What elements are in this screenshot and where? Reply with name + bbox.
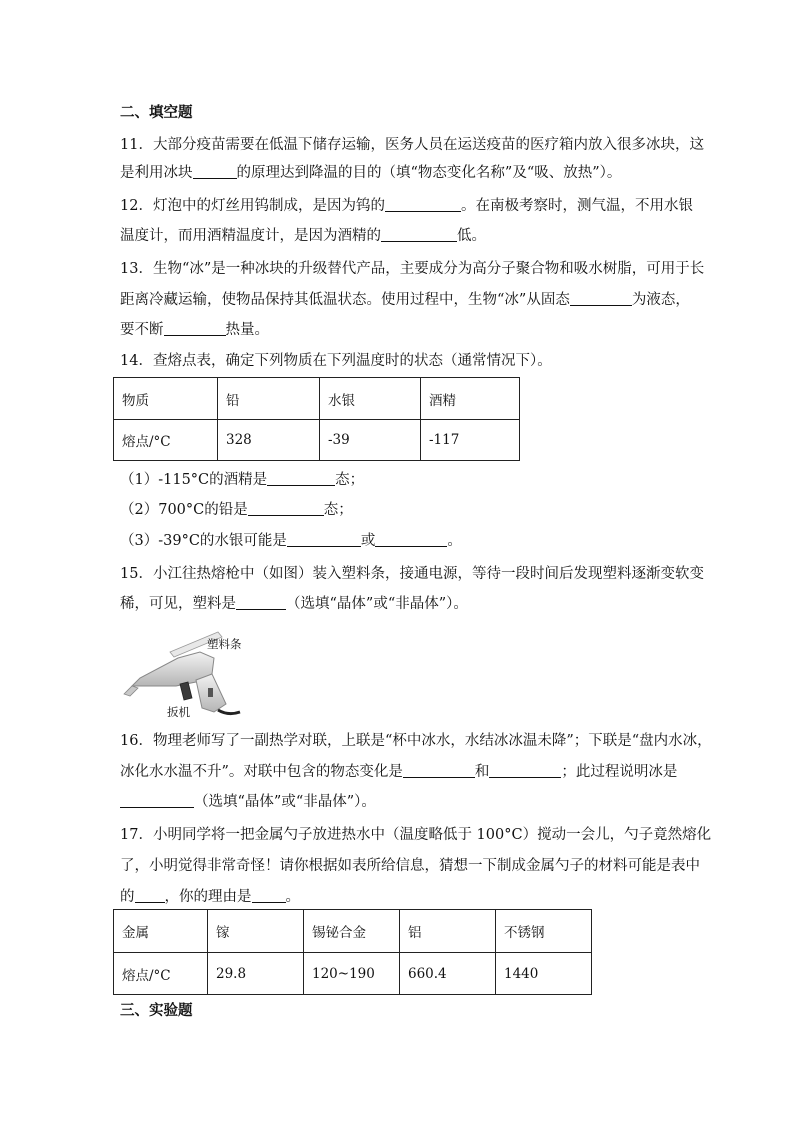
q13-text-b: 为液态， (631, 292, 690, 308)
q12-line-1 (120, 196, 693, 216)
q13-line-1: 13．生物“冰”是一种冰块的升级替代产品，主要成分为高分子聚合物和吸水树脂，可用于长 (120, 261, 705, 277)
q12-answer-blank-2[interactable] (381, 226, 457, 242)
q17-answer-blank-1[interactable] (135, 887, 165, 903)
q14-part-3 (120, 531, 462, 551)
q15-line-1: 15．小江往热熔枪中（如图）装入塑料条，接通电源，等待一段时间后发现塑料逐渐变软变 (120, 566, 704, 582)
table-cell: 物质 (114, 378, 218, 420)
q14-p1-text-a: （1）-115°C的酒精是 (120, 472, 268, 488)
q13-line-2 (120, 290, 690, 310)
q16-answer-blank-1[interactable] (403, 762, 475, 778)
q17-line-2: 了，小明觉得非常奇怪！请你根据如表所给信息，猜想一下制成金属勺子的材料可能是表中 (120, 858, 700, 874)
q16-answer-blank-2[interactable] (489, 762, 561, 778)
table-cell: 锡铋合金 (304, 910, 400, 953)
table-cell: 熔点/°C (114, 953, 208, 995)
q17-metal-melting-point-table (113, 909, 592, 995)
q13-answer-blank-1[interactable] (570, 290, 632, 306)
q12-text-d: 低。 (457, 228, 486, 244)
q14-p3-answer-blank-2[interactable] (375, 531, 447, 547)
q14-p1-text-b: 态； (335, 472, 365, 488)
q14-part-1 (120, 470, 364, 490)
q16-line-2 (120, 762, 677, 782)
q14-p1-answer-blank[interactable] (267, 470, 335, 486)
table-cell: -39 (320, 420, 421, 461)
table-cell: 镓 (208, 910, 304, 953)
q12-line-2 (120, 226, 486, 246)
q12-text-a: 12．灯泡中的灯丝用钨制成，是因为钨的 (120, 198, 385, 214)
table-cell: -117 (421, 420, 520, 461)
q17-answer-blank-2[interactable] (252, 887, 286, 903)
q16-text-d: （选填“晶体”或“非晶体”）。 (194, 794, 376, 810)
q17-line-3 (120, 887, 300, 907)
q14-part-2 (120, 500, 353, 520)
table-cell: 660.4 (400, 953, 496, 995)
table-cell: 酒精 (421, 378, 520, 420)
q15-line-2 (120, 594, 468, 614)
q11-answer-blank[interactable] (193, 163, 237, 179)
table-cell: 铝 (400, 910, 496, 953)
table-row (114, 420, 520, 461)
q17-line-1: 17．小明同学将一把金属勺子放进热水中（温度略低于 100°C）搅动一会儿，勺子竟然熔化 (120, 827, 712, 843)
q12-text-b: 。在南极考察时，测气温，不用水银 (460, 198, 693, 214)
q12-answer-blank-1[interactable] (385, 196, 461, 212)
q14-p3-answer-blank-1[interactable] (287, 531, 361, 547)
q15-text-a: 稀，可见，塑料是 (120, 596, 236, 612)
q16-line-3 (120, 792, 376, 812)
q14-melting-point-table (113, 377, 520, 461)
table-row (114, 910, 592, 953)
section-heading-experiment: 三、实验题 (120, 1002, 193, 1019)
table-row (114, 378, 520, 420)
q14-p2-text-b: 态； (323, 502, 353, 518)
table-cell: 铅 (218, 378, 320, 420)
q14-p3-text-c: 。 (447, 533, 462, 549)
q12-text-c: 温度计，而用酒精温度计，是因为酒精的 (120, 228, 381, 244)
q17-text-c: 。 (285, 889, 300, 905)
section-heading-fill-blank: 二、填空题 (120, 104, 193, 121)
q13-text-d: 热量。 (225, 322, 269, 338)
q16-text-b: 和 (474, 764, 490, 780)
q16-line-1: 16．物理老师写了一副热学对联，上联是“杯中冰水，水结冰冰温未降”；下联是“盘内水冰， (120, 733, 712, 749)
q11-text-a: 是利用冰块 (120, 165, 193, 181)
q13-text-c: 要不断 (120, 322, 164, 338)
q11-line-1: 11．大部分疫苗需要在低温下储存运输，医务人员在运送疫苗的医疗箱内放入很多冰块，这 (120, 137, 704, 153)
table-cell: 水银 (320, 378, 421, 420)
q14-stem: 14．查熔点表，确定下列物质在下列温度时的状态（通常情况下）。 (120, 353, 552, 369)
q14-p2-text-a: （2）700°C的铅是 (120, 502, 248, 518)
hot-glue-gun-figure (118, 622, 258, 722)
q11-line-2 (120, 163, 621, 183)
table-cell: 不锈钢 (496, 910, 592, 953)
q13-answer-blank-2[interactable] (164, 320, 226, 336)
q16-text-c: ；此过程说明冰是 (561, 764, 678, 780)
q17-text-a: 的 (120, 889, 135, 905)
q16-answer-blank-3[interactable] (120, 792, 194, 808)
q14-p2-answer-blank[interactable] (248, 500, 324, 516)
table-cell: 1440 (496, 953, 592, 995)
q16-text-a: 冰化水水温不升”。对联中包含的物态变化是 (120, 764, 403, 780)
table-cell: 金属 (114, 910, 208, 953)
q15-text-b: （选填“晶体”或“非晶体”）。 (286, 596, 468, 612)
q15-answer-blank[interactable] (236, 594, 286, 610)
q14-p3-text-b: 或 (360, 533, 376, 549)
table-cell: 29.8 (208, 953, 304, 995)
q13-text-a: 距离冷藏运输，使物品保持其低温状态。使用过程中，生物“冰”从固态 (120, 292, 570, 308)
q13-line-3 (120, 320, 269, 340)
q11-text-b: 的原理达到降温的目的（填“物态变化名称”及“吸、放热”）。 (236, 165, 622, 181)
figure-label-plastic-strip: 塑料条 (207, 637, 242, 651)
q14-p3-text-a: （3）-39°C的水银可能是 (120, 533, 287, 549)
table-cell: 328 (218, 420, 320, 461)
table-row (114, 953, 592, 995)
figure-label-trigger: 扳机 (167, 705, 190, 719)
table-cell: 熔点/°C (114, 420, 218, 461)
table-cell: 120~190 (304, 953, 400, 995)
q17-text-b: ，你的理由是 (164, 889, 252, 905)
